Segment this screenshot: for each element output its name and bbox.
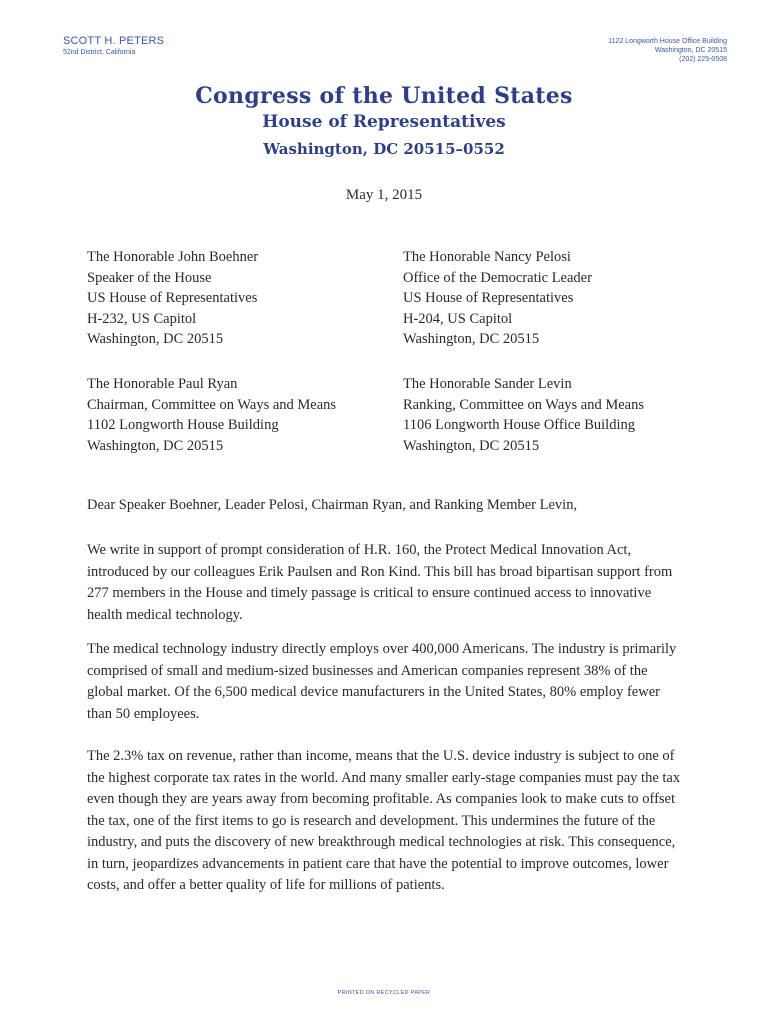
addressee-line: Ranking, Committee on Ways and Means — [403, 396, 645, 413]
letterhead-washington: Washington, DC 20515–0552 — [263, 140, 505, 158]
addressee-boehner — [87, 247, 258, 350]
addressee-line: H-232, US Capitol — [87, 310, 197, 327]
addressee-line: Office of the Democratic Leader — [403, 269, 592, 286]
office-address-line1: 1122 Longworth House Office Building — [608, 38, 727, 45]
letterhead-house: House of Representatives — [262, 112, 506, 132]
addressee-line: US House of Representatives — [87, 290, 258, 306]
addressee-line: The Honorable Sander Levin — [403, 376, 572, 392]
addressee-line: 1106 Longworth House Office Building — [403, 417, 635, 433]
addressee-line: US House of Representatives — [403, 290, 574, 306]
salutation: Dear Speaker Boehner, Leader Pelosi, Chairman Ryan, and Ranking Member Levin, — [87, 497, 578, 513]
addressee-line: The Honorable John Boehner — [87, 249, 259, 265]
addressee-line: Washington, DC 20515 — [87, 437, 224, 454]
body-paragraph-1: We write in support of prompt consideration of H.R. 160, the Protect Medical Innovation Act, introduced by our colleagues Erik Paulsen and Ron Kind. This bill has broad bipartisan support from 277 members in the House and timely passage is critical to ensure continued access to innovative health medical technology. — [87, 542, 673, 623]
addressee-levin — [403, 374, 644, 456]
office-address — [608, 37, 727, 64]
addressee-line: Washington, DC 20515 — [403, 437, 540, 454]
office-address-line2: Washington, DC 20515 — [654, 47, 727, 55]
addressee-line: Washington, DC 20515 — [87, 331, 224, 347]
letter-date: May 1, 2015 — [345, 187, 423, 203]
addressee-line: H-204, US Capitol — [403, 310, 513, 327]
recycled-paper-notice: PRINTED ON RECYCLED PAPER — [337, 990, 431, 996]
member-header — [63, 35, 164, 58]
addressee-line: The Honorable Nancy Pelosi — [403, 249, 571, 265]
office-phone: (202) 225-0508 — [679, 56, 727, 64]
addressee-pelosi — [403, 247, 592, 350]
addressee-line: Washington, DC 20515 — [403, 331, 540, 347]
member-name: SCOTT H. PETERS — [63, 35, 165, 47]
addressee-line: The Honorable Paul Ryan — [87, 376, 238, 392]
body-paragraph-3: The 2.3% tax on revenue, rather than income, means that the U.S. device industry is subject to one of the highest corporate tax rates in the world. And many smaller early-stage companies must pay the tax even though they are years away from becoming profitable. As companies look to make cuts to offset the tax, one of the first items to go is research and development. This undermines the future of the industry, and puts the discovery of new breakthrough medical technologies at risk. This consequence, in turn, jeopardizes advancements in patient care that have the potential to improve outcomes, lower costs, and offer a better quality of life for millions of patients. — [87, 748, 681, 893]
addressee-line: Chairman, Committee on Ways and Means — [87, 396, 337, 413]
addressee-line: 1102 Longworth House Building — [87, 417, 279, 433]
letterhead-congress: Congress of the United States — [195, 83, 573, 109]
addressee-ryan — [87, 374, 336, 456]
body-paragraph-2: The medical technology industry directly employs over 400,000 Americans. The industry is primarily comprised of small and medium-sized businesses and American companies represent 38% of the global market. Of the 6,500 medical device manufacturers in the United States, 80% employ fewer than 50 employees. — [87, 641, 677, 722]
addressee-line: Speaker of the House — [87, 269, 212, 286]
member-district: 52nd District, California — [63, 49, 136, 57]
